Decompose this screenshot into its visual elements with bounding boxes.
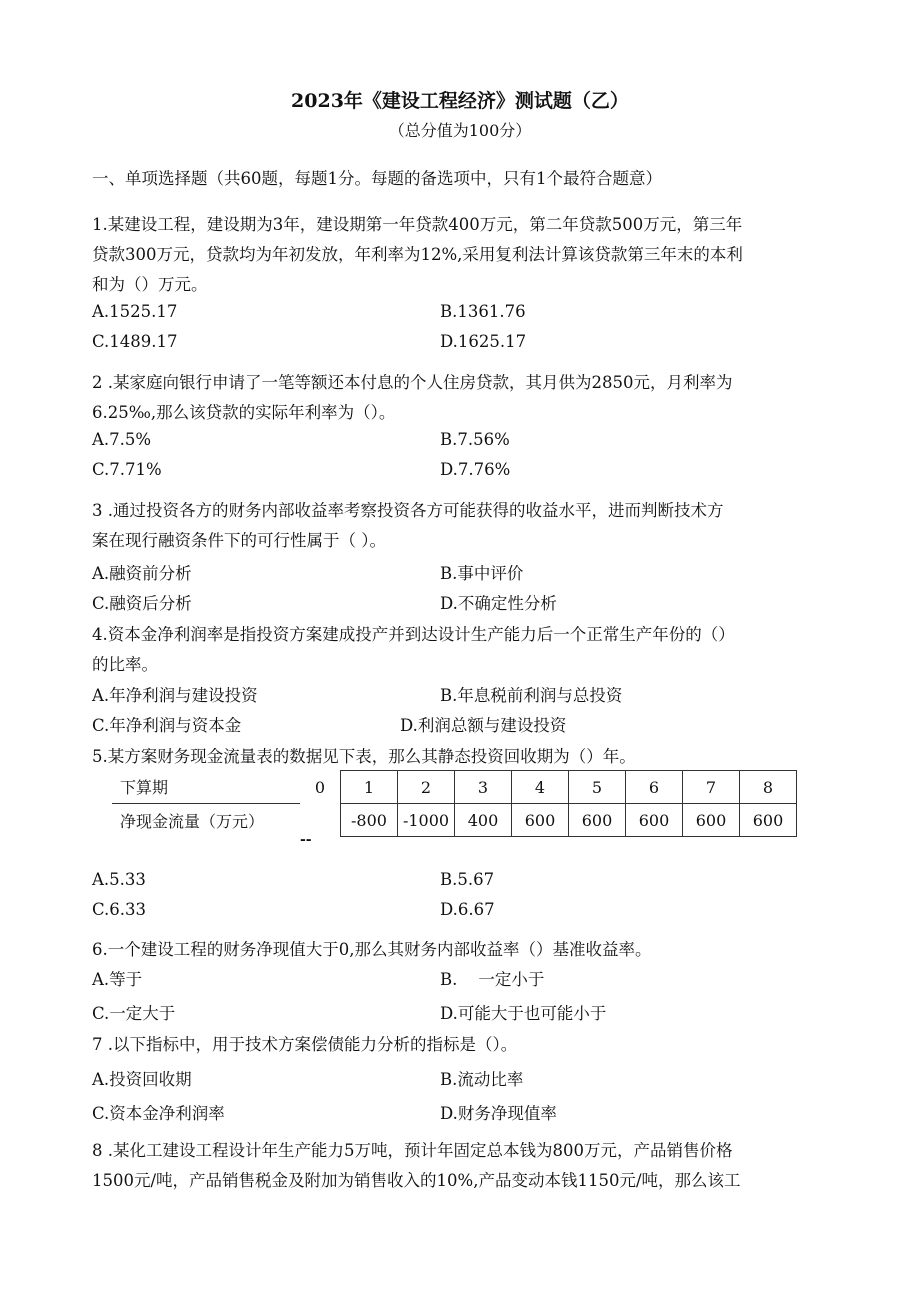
q8-line-2: 1500元/吨，产品销售税金及附加为销售收入的10%,产品变动本钱1150元/吨，那么该工 [92, 1171, 741, 1190]
q6-option-d: D.可能大于也可能小于 [440, 1004, 607, 1023]
period-cell: 1 [341, 771, 398, 804]
q1-option-c: C.1489.17 [92, 332, 178, 351]
row-label-period: 下算期 [112, 771, 300, 804]
q2-line-1: 2 .某家庭向银行申请了一笔等额还本付息的个人住房贷款，其月供为2850元，月利率为 [92, 373, 733, 392]
q3-line-2: 案在现行融资条件下的可行性属于（ ）。 [92, 531, 386, 550]
q6-option-b: B. 一定小于 [440, 970, 545, 989]
page-subtitle: （总分值为100分） [388, 121, 532, 140]
flow-cell: 600 [569, 804, 626, 837]
q6-line-1: 6.一个建设工程的财务净现值大于0,那么其财务内部收益率（）基准收益率。 [92, 940, 652, 959]
q4-line-1: 4.资本金净利润率是指投资方案建成投产并到达设计生产能力后一个正常生产年份的（） [92, 625, 735, 644]
q5-option-d: D.6.67 [440, 900, 495, 919]
q1-option-b: B.1361.76 [440, 302, 526, 321]
q1-line-3: 和为（）万元。 [92, 275, 208, 294]
table-mark: -- [300, 832, 312, 848]
q5-option-c: C.6.33 [92, 900, 147, 919]
period-cell: 2 [398, 771, 455, 804]
q2-option-d: D.7.76% [440, 460, 511, 479]
flow-cell: -800 [341, 804, 398, 837]
q2-option-b: B.7.56% [440, 430, 510, 449]
flow-cell: -1000 [398, 804, 455, 837]
q4-option-b: B.年息税前利润与总投资 [440, 686, 623, 705]
q7-option-a: A.投资回收期 [92, 1070, 192, 1089]
table-row-periods [112, 771, 797, 804]
q1-line-2: 贷款300万元，贷款均为年初发放，年利率为12%,采用复利法计算该贷款第三年末的本利 [92, 245, 743, 264]
q5-line-1: 5.某方案财务现金流量表的数据见下表，那么其静态投资回收期为（）年。 [92, 747, 636, 766]
flow-cell: 600 [740, 804, 797, 837]
q4-option-c: C.年净利润与资本金 [92, 716, 242, 735]
row-label-flow: 净现金流量（万元） [120, 811, 265, 831]
q3-line-1: 3 .通过投资各方的财务内部收益率考察投资各方可能获得的收益水平，进而判断技术方 [92, 501, 724, 520]
q4-option-d: D.利润总额与建设投资 [400, 716, 567, 735]
period-cell: 3 [455, 771, 512, 804]
q7-option-c: C.资本金净利润率 [92, 1104, 225, 1123]
q7-line-1: 7 .以下指标中，用于技术方案偿债能力分析的指标是（）。 [92, 1035, 518, 1054]
q6-option-c: C.一定大于 [92, 1004, 176, 1023]
table-row-flows [112, 804, 797, 837]
section-heading: 一、单项选择题（共60题，每题1分。每题的备选项中，只有1个最符合题意） [92, 169, 662, 188]
q2-line-2: 6.25‰,那么该贷款的实际年利率为（）。 [92, 403, 396, 422]
period-cell: 7 [683, 771, 740, 804]
q1-line-1: 1.某建设工程，建设期为3年，建设期第一年贷款400万元，第二年贷款500万元，第三年 [92, 215, 743, 234]
q3-option-c: C.融资后分析 [92, 594, 192, 613]
q5-option-a: A.5.33 [92, 870, 146, 889]
flow-cell: 400 [455, 804, 512, 837]
period-cell: 5 [569, 771, 626, 804]
q1-option-a: A.1525.17 [92, 302, 178, 321]
q3-option-d: D.不确定性分析 [440, 594, 557, 613]
q2-option-c: C.7.71% [92, 460, 162, 479]
page-title: 2023年《建设工程经济》测试题（乙） [291, 90, 629, 112]
q3-option-a: A.融资前分析 [92, 564, 192, 583]
cash-flow-table [112, 770, 797, 837]
q5-option-b: B.5.67 [440, 870, 495, 889]
q8-line-1: 8 .某化工建设工程设计年生产能力5万吨，预计年固定总本钱为800万元，产品销售价格 [92, 1141, 733, 1160]
flow-cell: 600 [626, 804, 683, 837]
q4-line-2: 的比率。 [92, 655, 158, 674]
period-cell: 8 [740, 771, 797, 804]
period-cell: 0 [314, 777, 326, 797]
q2-option-a: A.7.5% [92, 430, 152, 449]
period-cell: 4 [512, 771, 569, 804]
q3-option-b: B.事中评价 [440, 564, 524, 583]
period-cell: 6 [626, 771, 683, 804]
q7-option-d: D.财务净现值率 [440, 1104, 557, 1123]
q6-option-a: A.等于 [92, 970, 143, 989]
q4-option-a: A.年净利润与建设投资 [92, 686, 258, 705]
flow-cell: 600 [512, 804, 569, 837]
flow-cell: 600 [683, 804, 740, 837]
q7-option-b: B.流动比率 [440, 1070, 524, 1089]
q1-option-d: D.1625.17 [440, 332, 527, 351]
